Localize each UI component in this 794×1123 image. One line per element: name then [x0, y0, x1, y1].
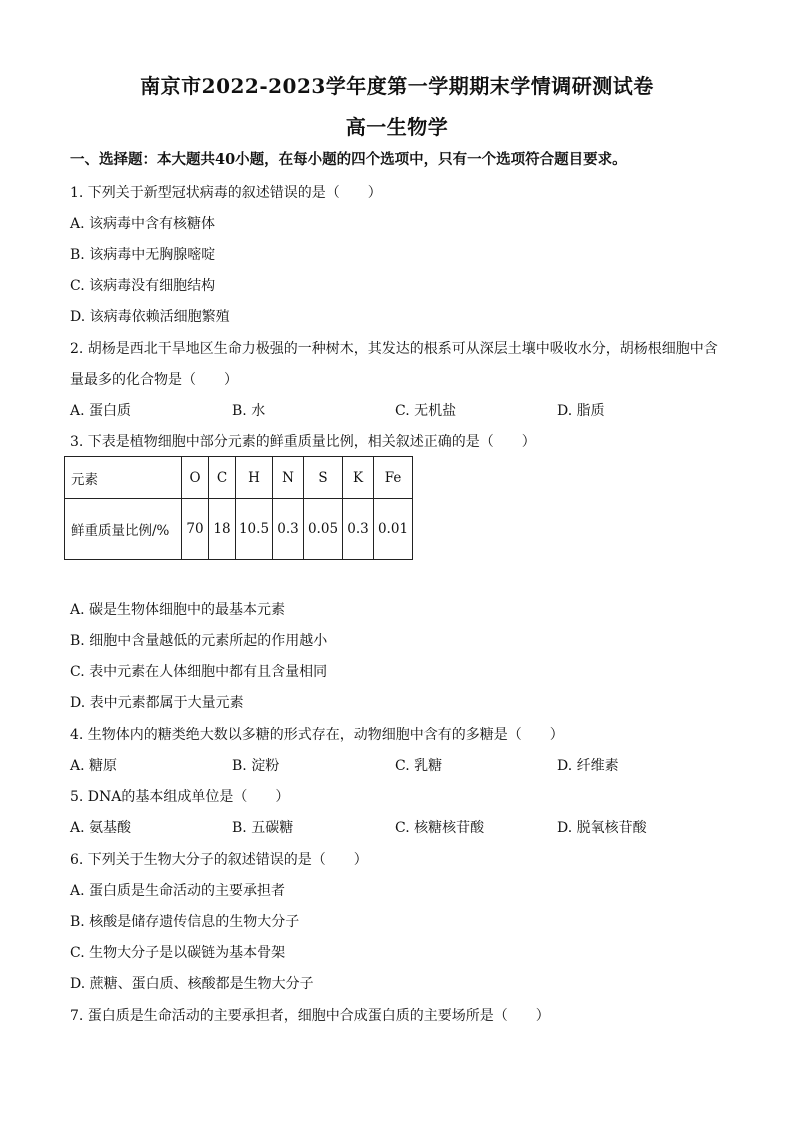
table-cell: O [182, 457, 209, 499]
q5-option-d: D. 脱氧核苷酸 [557, 820, 647, 836]
table-cell: 10.5 [236, 499, 273, 560]
q4-option-a: A. 糖原 [70, 758, 118, 774]
q2-option-a: A. 蛋白质 [70, 403, 132, 419]
table-cell: Fe [374, 457, 413, 499]
q2-stem-line2: 量最多的化合物是（ ） [70, 372, 238, 388]
table-cell: 元素 [65, 457, 182, 499]
q5-option-c: C. 核糖核苷酸 [395, 820, 485, 836]
q1-stem: 1. 下列关于新型冠状病毒的叙述错误的是（ ） [70, 185, 382, 201]
element-table-value-row [65, 499, 413, 560]
q2-option-c: C. 无机盐 [395, 403, 457, 419]
table-cell: 0.3 [273, 499, 304, 560]
section-heading: 一、选择题：本大题共40小题，在每小题的四个选项中，只有一个选项符合题目要求。 [70, 151, 627, 168]
q3-stem: 3. 下表是植物细胞中部分元素的鲜重质量比例，相关叙述正确的是（ ） [70, 434, 536, 450]
exam-subtitle: 高一生物学 [345, 115, 449, 139]
q4-option-d: D. 纤维素 [557, 758, 619, 774]
table-cell: H [236, 457, 273, 499]
q3-option-d: D. 表中元素都属于大量元素 [70, 695, 244, 711]
q1-option-d: D. 该病毒依赖活细胞繁殖 [70, 309, 230, 325]
q6-option-d: D. 蔗糖、蛋白质、核酸都是生物大分子 [70, 976, 314, 992]
table-cell: C [209, 457, 236, 499]
table-cell: 0.05 [304, 499, 343, 560]
table-cell: 70 [182, 499, 209, 560]
element-table-header-row [65, 457, 413, 499]
table-cell: 0.3 [343, 499, 374, 560]
q3-option-a: A. 碳是生物体细胞中的最基本元素 [70, 602, 286, 618]
table-cell: K [343, 457, 374, 499]
q4-option-b: B. 淀粉 [232, 758, 280, 774]
table-cell: 0.01 [374, 499, 413, 560]
q2-option-d: D. 脂质 [557, 403, 605, 419]
table-cell: 鲜重质量比例/% [65, 499, 182, 560]
q5-stem: 5. DNA的基本组成单位是（ ） [70, 789, 290, 805]
q1-option-b: B. 该病毒中无胸腺嘧啶 [70, 247, 216, 263]
q2-stem-line1: 2. 胡杨是西北干旱地区生命力极强的一种树木，其发达的根系可从深层土壤中吸收水分，胡杨根细胞中含 [70, 341, 718, 357]
table-cell: N [273, 457, 304, 499]
q6-option-b: B. 核酸是储存遗传信息的生物大分子 [70, 914, 300, 930]
table-cell: 18 [209, 499, 236, 560]
q3-option-b: B. 细胞中含量越低的元素所起的作用越小 [70, 633, 328, 649]
element-table [64, 456, 413, 560]
q6-stem: 6. 下列关于生物大分子的叙述错误的是（ ） [70, 852, 368, 868]
q1-option-c: C. 该病毒没有细胞结构 [70, 278, 216, 294]
q4-stem: 4. 生物体内的糖类绝大数以多糖的形式存在，动物细胞中含有的多糖是（ ） [70, 727, 564, 743]
q7-stem: 7. 蛋白质是生命活动的主要承担者，细胞中合成蛋白质的主要场所是（ ） [70, 1008, 550, 1024]
q5-option-a: A. 氨基酸 [70, 820, 132, 836]
q6-option-c: C. 生物大分子是以碳链为基本骨架 [70, 945, 286, 961]
q4-option-c: C. 乳糖 [395, 758, 443, 774]
table-cell: S [304, 457, 343, 499]
q6-option-a: A. 蛋白质是生命活动的主要承担者 [70, 883, 286, 899]
q2-option-b: B. 水 [232, 403, 266, 419]
q5-option-b: B. 五碳糖 [232, 820, 294, 836]
q3-option-c: C. 表中元素在人体细胞中都有且含量相同 [70, 664, 328, 680]
q1-option-a: A. 该病毒中含有核糖体 [70, 216, 216, 232]
exam-title: 南京市2022-2023学年度第一学期期末学情调研测试卷 [140, 74, 654, 98]
